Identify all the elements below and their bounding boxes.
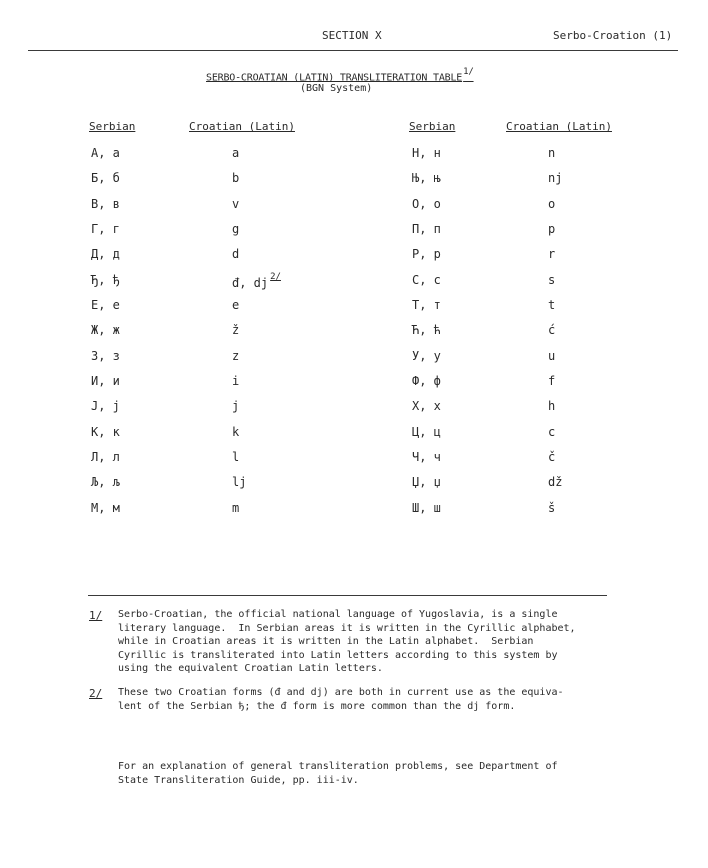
croatian-letter-left-text: v <box>232 196 240 211</box>
croatian-letter-left-text: g <box>232 222 240 237</box>
croatian-letter-right: ć <box>548 323 556 338</box>
table-row <box>0 420 708 445</box>
croatian-letter-left-text: đ, dj <box>232 275 269 290</box>
serbian-letter-right: Ч, ч <box>412 450 441 465</box>
croatian-letter-left <box>232 373 239 389</box>
croatian-letter-right: t <box>548 298 556 313</box>
croatian-letter-left <box>232 500 239 516</box>
croatian-letter-left <box>232 221 239 237</box>
croatian-letter-left <box>232 474 246 490</box>
serbian-letter-right: Н, н <box>412 146 441 160</box>
table-row <box>0 192 708 217</box>
footnote-1-mark: 1/ <box>89 609 103 622</box>
table-row <box>0 344 708 369</box>
croatian-letter-left <box>232 449 239 465</box>
serbian-letter-left: З, з <box>91 348 120 363</box>
table-row <box>0 394 708 419</box>
croatian-letter-left <box>232 322 239 338</box>
croatian-letter-left-text: i <box>232 374 240 389</box>
croatian-letter-left <box>232 196 239 212</box>
serbian-letter-right: Т, т <box>412 298 441 313</box>
serbian-letter-right: Р, р <box>412 247 441 262</box>
closing-note: For an explanation of general transliteration problems, see Department of State Transliteration Guide, pp. iii-iv. <box>118 761 558 786</box>
croatian-letter-right: nj <box>548 171 563 186</box>
croatian-letter-left-text: l <box>232 450 240 465</box>
footnote-2-text: These two Croatian forms (đ and dj) are both in current use as the equiva- lent of the Serbian ђ; the đ form is more common than the dj form. <box>118 687 564 712</box>
croatian-letter-left-text: ž <box>232 323 240 338</box>
serbian-letter-left: Г, г <box>91 222 120 237</box>
croatian-letter-left <box>232 145 239 161</box>
serbian-letter-left: Ј, ј <box>91 399 120 414</box>
transliteration-table <box>0 141 708 521</box>
document-title-text: SERBO-CROATIAN (LATIN) TRANSLITERATION TABLE <box>206 72 463 84</box>
croatian-letter-right: č <box>548 450 556 465</box>
croatian-letter-left-text: j <box>232 399 240 414</box>
page-label: Serbo-Croation (1) <box>553 29 673 42</box>
title-footnote-ref: 1/ <box>463 67 474 77</box>
serbian-letter-left: К, к <box>91 424 120 439</box>
table-row <box>0 318 708 343</box>
table-row <box>0 496 708 521</box>
serbian-letter-left: Ђ, ђ <box>91 272 120 287</box>
serbian-letter-right: Х, х <box>412 399 441 414</box>
footnote-1-text: Serbo-Croatian, the official national language of Yugoslavia, is a single literary language. In Serbian areas it is written in the Cyrillic alphabet, while in Croatian areas it is written in the Latin alphabet. Serbian Cyrillic is transliterated into Latin letters according to this system by using the equivalent Croatian Latin letters. <box>118 609 576 674</box>
header-divider <box>28 50 678 51</box>
column-header-serbian-right: Serbian <box>409 120 456 133</box>
notes-divider <box>88 595 607 596</box>
croatian-letter-right: c <box>548 424 556 439</box>
serbian-letter-right: С, с <box>412 272 441 287</box>
serbian-letter-right: Ц, ц <box>412 424 441 439</box>
croatian-letter-left-text: k <box>232 424 240 439</box>
serbian-letter-right: Ћ, ћ <box>412 323 441 338</box>
table-row <box>0 217 708 242</box>
serbian-letter-right: П, п <box>412 222 441 237</box>
serbian-letter-left: Ж, ж <box>91 323 120 338</box>
serbian-letter-right: Ф, ф <box>412 374 441 389</box>
serbian-letter-left: Л, л <box>91 450 120 465</box>
croatian-letter-left <box>232 170 239 186</box>
croatian-letter-left <box>232 246 239 262</box>
serbian-letter-right: Ш, ш <box>412 500 441 515</box>
croatian-letter-left-text: lj <box>232 475 247 490</box>
column-header-croatian-right: Croatian (Latin) <box>506 120 612 133</box>
croatian-letter-right: f <box>548 374 556 389</box>
croatian-letter-right: s <box>548 272 556 287</box>
table-row <box>0 369 708 394</box>
croatian-letter-left <box>232 348 239 364</box>
footnote-ref: 2/ <box>270 271 281 282</box>
croatian-letter-left-text: b <box>232 171 240 186</box>
serbian-letter-right: У, у <box>412 348 441 363</box>
table-row <box>0 141 708 166</box>
document-title <box>206 69 474 83</box>
croatian-letter-left <box>232 424 239 440</box>
serbian-letter-left: Љ, љ <box>91 475 120 490</box>
table-row <box>0 445 708 470</box>
serbian-letter-left: В, в <box>91 196 120 211</box>
column-header-serbian-left: Serbian <box>89 120 136 133</box>
croatian-letter-left-text: a <box>232 146 240 160</box>
serbian-letter-left: Е, е <box>91 298 120 313</box>
croatian-letter-right: dž <box>548 475 563 490</box>
croatian-letter-left <box>232 398 239 414</box>
table-row <box>0 470 708 495</box>
croatian-letter-left-text: m <box>232 500 240 515</box>
table-row <box>0 293 708 318</box>
croatian-letter-right: š <box>548 500 556 515</box>
croatian-letter-right: u <box>548 348 556 363</box>
serbian-letter-right: Њ, њ <box>412 171 441 186</box>
table-row <box>0 268 708 293</box>
croatian-letter-left-text: d <box>232 247 240 262</box>
croatian-letter-left-text: e <box>232 298 240 313</box>
serbian-letter-left: И, и <box>91 374 120 389</box>
section-label: SECTION X <box>322 29 382 42</box>
serbian-letter-left: М, м <box>91 500 120 515</box>
croatian-letter-left <box>232 272 281 291</box>
serbian-letter-right: О, о <box>412 196 441 211</box>
serbian-letter-left: Б, б <box>91 171 120 186</box>
table-row <box>0 166 708 191</box>
table-row <box>0 242 708 267</box>
serbian-letter-right: Џ, џ <box>412 475 441 490</box>
croatian-letter-left-text: z <box>232 348 240 363</box>
croatian-letter-right: h <box>548 399 556 414</box>
serbian-letter-left: Д, д <box>91 247 120 262</box>
croatian-letter-right: n <box>548 146 556 160</box>
footnote-2-mark: 2/ <box>89 687 103 700</box>
croatian-letter-left <box>232 297 239 313</box>
croatian-letter-right: p <box>548 222 556 237</box>
document-subtitle: (BGN System) <box>300 83 373 94</box>
croatian-letter-right: o <box>548 196 556 211</box>
serbian-letter-left: А, а <box>91 146 120 160</box>
croatian-letter-right: r <box>548 247 556 262</box>
column-header-croatian-left: Croatian (Latin) <box>189 120 295 133</box>
